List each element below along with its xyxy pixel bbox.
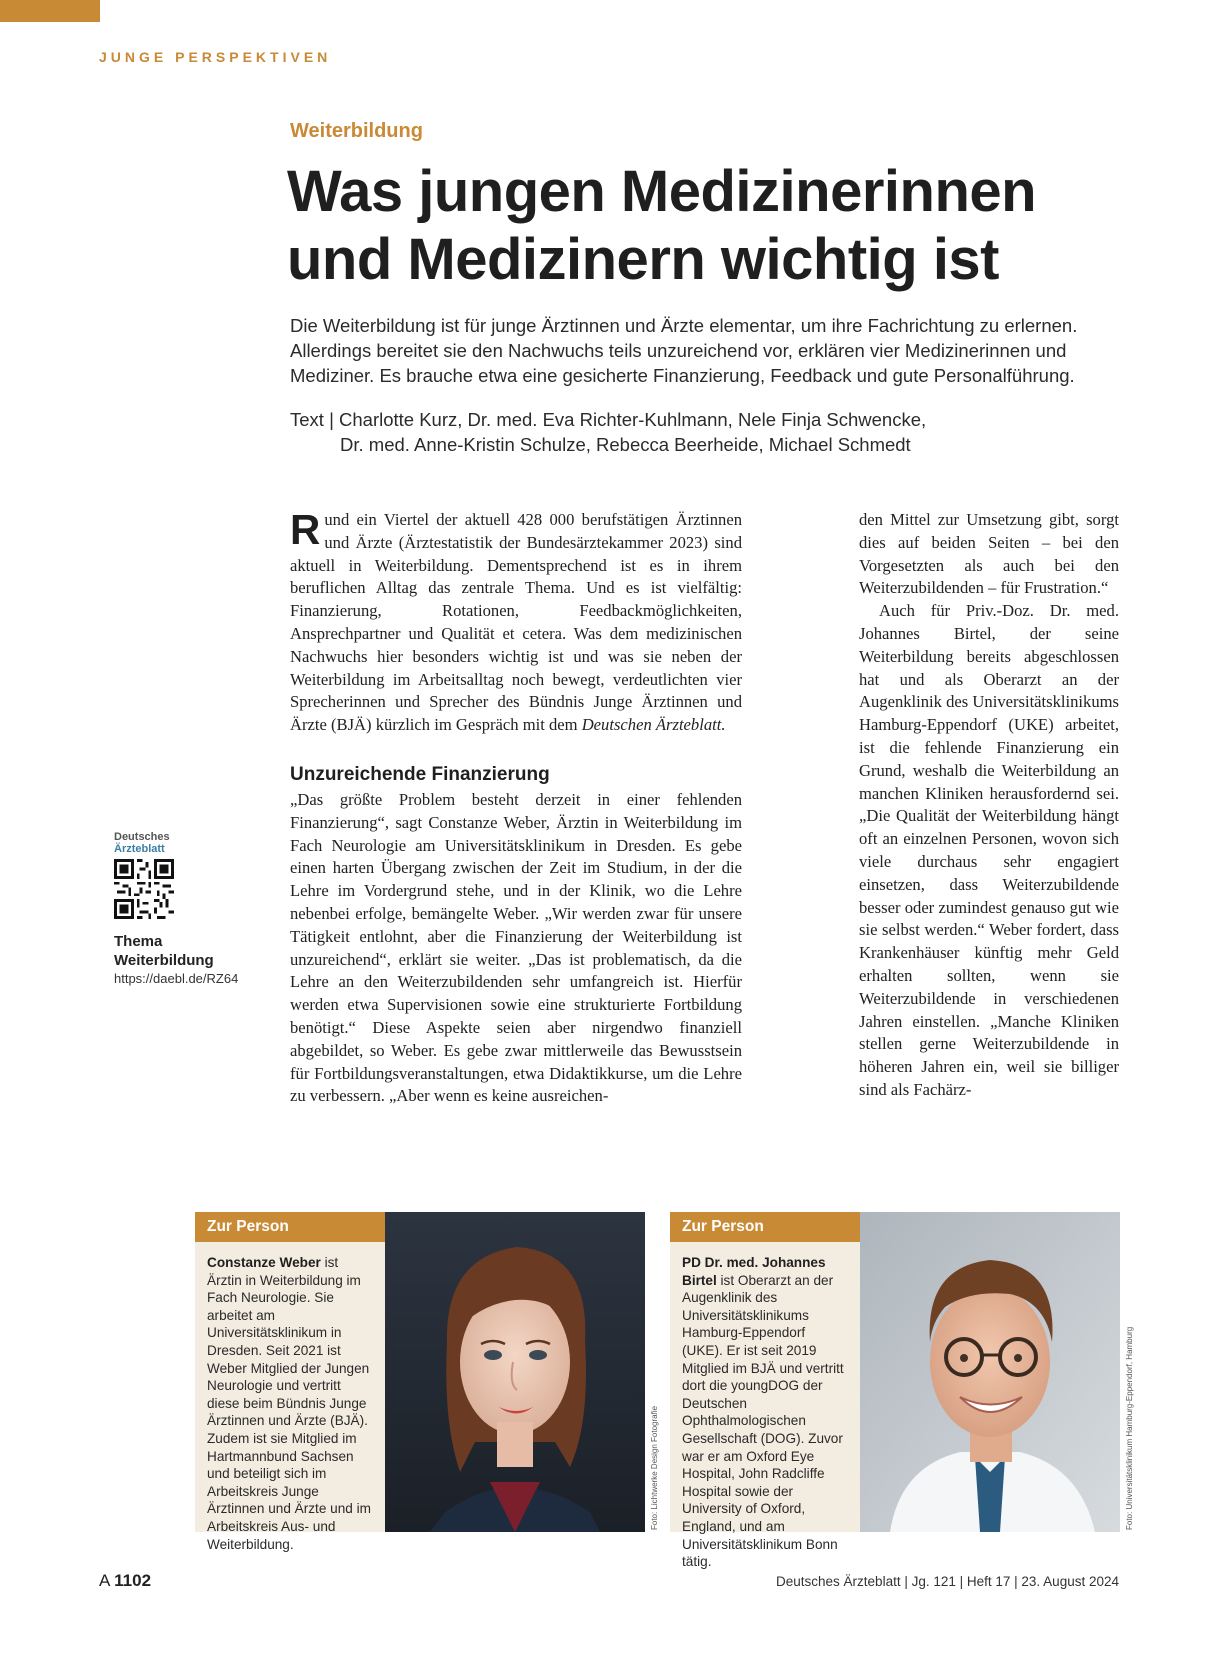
article-column-2 (859, 509, 1119, 1102)
brand-line-2: Ärzteblatt (114, 843, 165, 855)
person-name: PD Dr. med. Johannes Birtel (682, 1255, 826, 1288)
person-box-text (195, 1242, 385, 1552)
qr-code-icon[interactable] (114, 859, 174, 919)
byline-line-2: Dr. med. Anne-Kristin Schulze, Rebecca Beerheide, Michael Schmedt (340, 434, 911, 455)
person-bio: ist Ärztin in Weiterbildung im Fach Neurologie. Sie arbeitet am Universitätsklinikum in Dresden. Seit 2021 ist Weber Mitglied der Jungen Neurologie und vertritt diese beim Bündnis Junge Ärztinnen und Ärzte (BJÄ). Zudem ist sie Mitglied im Hartmannbund Sachsen und beteiligt sich im Arbeitskreis Junge Ärztinnen und Ärzte und im Arbeitskreis Aus- und Weiterbildung. (207, 1255, 371, 1552)
person-box-text (670, 1242, 860, 1570)
article-byline (290, 407, 1150, 457)
article-column-1 (290, 506, 742, 1108)
drop-cap: R (290, 506, 321, 553)
section-label: JUNGE PERSPEKTIVEN (99, 49, 332, 65)
person-box-weber (195, 1212, 645, 1552)
portrait-photo-weber (385, 1212, 645, 1532)
intro-publication: Deutschen Ärzteblatt. (581, 715, 726, 735)
article-kicker: Weiterbildung (290, 120, 423, 142)
paragraph-finanzierung: „Das größte Problem besteht derzeit in einer fehlenden Finanzierung“, sagt Constanze Weber, Ärztin in Weiterbildung im Fach Neurologie am Universitätsklinikum in Dresden. Es gebe einen harten Übergang zwischen der Zeit im Studium, in der die Lehre im Vordergrund stehe, und in der Klinik, wo die Lehre nebenbei erfolge, bemängelte Weber. „Wir werden zwar für unsere Tätigkeit entlohnt, aber die Finanzierung der Weiterbildung ist unzureichend“, erklärt sie weiter. „Das ist problematisch, da die Lehre an den Weiterzubildenden sehr umfangreich ist. Hierfür werden etwa Supervisionen sowie eine strukturierte Fortbildung benötigt.“ Diese Aspekte seien aber nirgendwo finanziell abgebildet, so Weber. Es gebe zwar mittlerweile das Bewusstsein für Fortbildungsveranstaltungen, etwa Didaktikkurse, um die Lehre zu verbessern. „Aber wenn es keine ausreichen- (290, 789, 742, 1106)
qr-topic-title: Thema Weiterbildung (114, 933, 214, 969)
page-prefix: A (99, 1571, 110, 1590)
page-number-value: 1102 (114, 1571, 152, 1590)
portrait-photo-birtel (860, 1212, 1120, 1532)
top-accent-bar (0, 0, 100, 22)
photo-credit-weber: Foto: Lichtwerke Design Fotografie (650, 1405, 659, 1530)
article-headline (287, 158, 1167, 294)
qr-link[interactable]: https://daebl.de/RZ64 (114, 971, 239, 986)
person-box-birtel (670, 1212, 1120, 1570)
intro-text: und ein Viertel der aktuell 428 000 berufstätigen Ärztinnen und Ärzte (Ärztestatistik der Bundesärztekammer 2023) sind aktuell in Weiterbildung. Dementsprechend ist es in ihrem beruflichen Alltag das zentrale Thema. Und es ist vielfältig: Finanzierung, Rotationen, Feedbackmöglichkeiten, Ansprechpartner und Qualität et cetera. Was dem medizinischen Nachwuchs hier besonders wichtig ist und was sie neben der Weiterbildung im Arbeitsalltag noch bewegt, verdeutlichten vier Sprecherinnen und Sprecher des Bündnis Junge Ärztinnen und Ärzte (BJÄ) kürzlich im Gespräch mit dem (290, 510, 742, 735)
page-number (99, 1571, 151, 1591)
footer-source: Deutsches Ärzteblatt | Jg. 121 | Heft 17 | 23. August 2024 (776, 1574, 1119, 1589)
person-box-header: Zur Person (670, 1212, 860, 1242)
person-bio: ist Oberarzt an der Augenklinik des Universitätsklinikums Hamburg-Eppendorf (UKE). Er ist seit 2019 Mitglied im BJÄ und vertritt dort die youngDOG der Deutschen Ophthalmologischen Gesellschaft (DOG). Zuvor war er am Oxford Eye Hospital, John Radcliffe Hospital sowie der University of Oxford, England, und am Universitätsklinikum Bonn tätig. (682, 1272, 844, 1570)
person-name: Constanze Weber (207, 1255, 321, 1270)
column2-paragraph-1: den Mittel zur Umsetzung gibt, sorgt dies auf beiden Seiten – bei den Vorgesetzten als auch bei den Weiterzubildenden – für Frustration.“ (859, 510, 1119, 598)
intro-paragraph (290, 506, 742, 737)
article-lead: Die Weiterbildung ist für junge Ärztinnen und Ärzte elementar, um ihre Fachrichtung zu erlernen. Allerdings bereitet sie den Nachwuchs teils unzureichend vor, erklären vier Medizinerinnen und Mediziner. Es brauche etwa eine gesicherte Finanzierung, Feedback und gute Personalführung. (290, 315, 1078, 386)
byline-line-1: Text | Charlotte Kurz, Dr. med. Eva Richter-Kuhlmann, Nele Finja Schwencke, (290, 409, 927, 430)
headline-line-1: Was jungen Medizinerinnen (287, 159, 1037, 224)
headline-line-2: und Medizinern wichtig ist (287, 227, 999, 292)
column2-paragraph-2: Auch für Priv.-Doz. Dr. med. Johannes Birtel, der seine Weiterbildung bereits abgeschlossen hat und als Oberarzt an der Augenklinik des Universitätsklinikums Hamburg-Eppendorf (UKE) arbeitet, ist die fehlende Finanzierung ein Grund, weshalb die Weiterbildung an manchen Kliniken herausfordernd sei. „Die Qualität der Weiterbildung hängt oft an einzelnen Personen, wovon sich viele durchaus sehr engagiert einsetzen, dass Weiterzubildende besser oder zumindest genauso gut wie sie selbst werden.“ Weber fordert, dass Krankenhäuser künftig mehr Geld erhalten sollten, wenn sie Weiterzubildende in verschiedenen Jahren einstellen. „Manche Kliniken stellen gerne Weiterzubildende in höheren Jahren ein, weil sie billiger sind als Fachärz- (859, 601, 1119, 1099)
person-box-header: Zur Person (195, 1212, 385, 1242)
subheading-finanzierung: Unzureichende Finanzierung (290, 763, 550, 785)
brand-line-1: Deutsches (114, 831, 170, 843)
qr-reference-box (114, 831, 264, 987)
photo-credit-birtel: Foto: Universitätsklinikum Hamburg-Eppendorf, Hamburg (1125, 1326, 1134, 1530)
